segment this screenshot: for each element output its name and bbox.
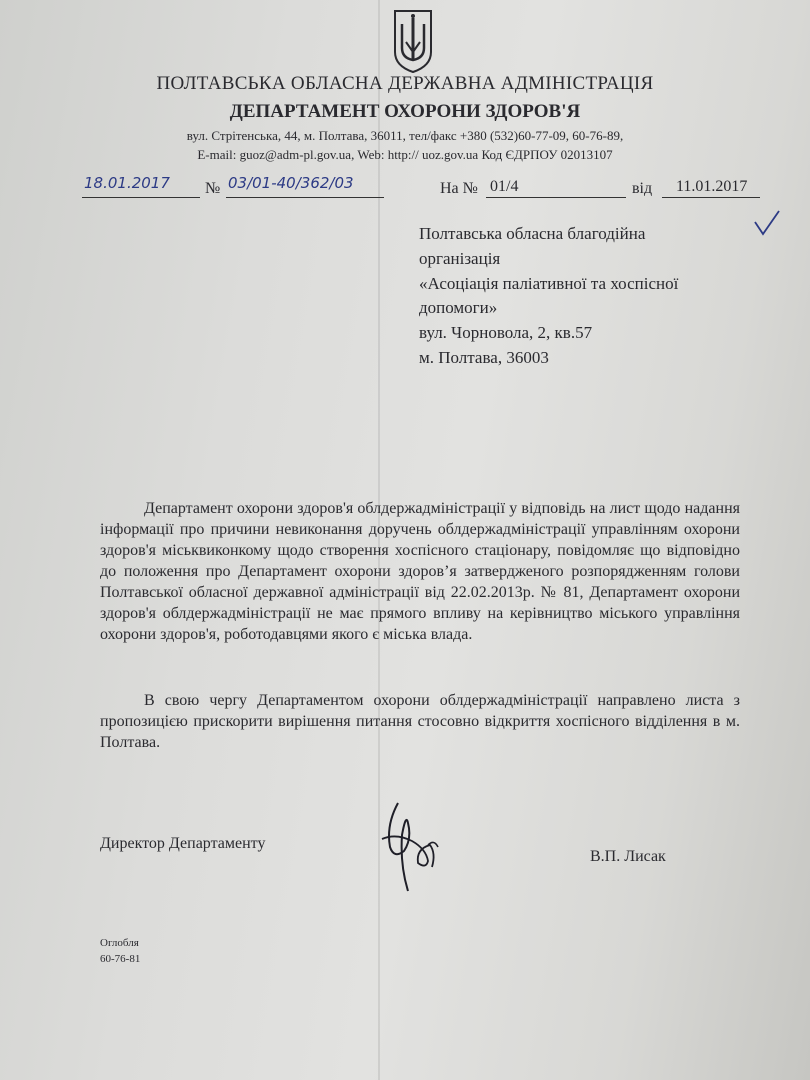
recipient-address (419, 222, 678, 371)
body-paragraph-2 (100, 690, 740, 753)
recipient-line: допомоги» (419, 298, 498, 318)
reply-date-underline (662, 197, 760, 198)
signatory-name: В.П. Лисак (590, 848, 666, 865)
recipient-line: організація (419, 248, 501, 268)
reply-number-underline (486, 197, 626, 198)
handwritten-signature (368, 795, 458, 900)
reply-label: На № (440, 180, 478, 197)
executor-block (100, 935, 140, 967)
contact-line: E-mail: guoz@adm-pl.gov.ua, Web: http:// uoz.gov.ua Код ЄДРПОУ 02013107 (197, 147, 613, 162)
outgoing-date: 18.01.2017 (84, 174, 170, 192)
recipient-line: «Асоціація паліативної та хоспісної (419, 273, 679, 293)
number-label: № (205, 180, 221, 197)
paragraph-text: Департамент охорони здоров'я облдержадміністрації у відповідь на лист щодо надання інформації про причини невиконання доручень облдержадміністрації управлінням охорони здоров'я міськвиконкому щодо створення хоспісного стаціонару, повідомляє що відповідно до положення про Департамент охорони здоров’я затвердженого розпорядженням голови Полтавської обласної державної адміністрації від 22.02.2013р. № 81, Департамент охорони здоров'я облдержадміністрації не має прямого впливу на керівництво міського управління охорони здоров'я, роботодавцями якого є міська влада. (100, 500, 740, 643)
date-underline (82, 197, 200, 198)
coat-of-arms-icon (392, 8, 434, 74)
from-label: від (632, 180, 653, 197)
number-underline (226, 197, 384, 198)
recipient-line: м. Полтава, 36003 (419, 347, 549, 367)
signatory-title: Директор Департаменту (100, 835, 266, 852)
paragraph-text: В свою чергу Департаментом охорони облдержадміністрації направлено листа з пропозицією прискорити вирішення питання стосовно відкриття хоспісного відділення в м. Полтава. (100, 692, 740, 751)
executor-phone: 60-76-81 (100, 953, 141, 965)
organization-name: ПОЛТАВСЬКА ОБЛАСНА ДЕРЖАВНА АДМІНІСТРАЦІЯ (156, 73, 654, 94)
checkmark-icon (752, 208, 782, 238)
recipient-line: вул. Чорновола, 2, кв.57 (419, 323, 593, 343)
reply-number: 01/4 (490, 178, 519, 195)
recipient-line: Полтавська обласна благодійна (419, 224, 646, 243)
reply-date: 11.01.2017 (676, 178, 748, 195)
executor-name: Оглобля (100, 937, 139, 949)
body-paragraph-1 (100, 498, 740, 645)
department-name: ДЕПАРТАМЕНТ ОХОРОНИ ЗДОРОВ'Я (229, 101, 581, 122)
address-line: вул. Стрітенська, 44, м. Полтава, 36011, тел/факс +380 (532)60-77-09, 60-76-89, (186, 128, 624, 143)
outgoing-number: 03/01-40/362/03 (228, 174, 354, 192)
